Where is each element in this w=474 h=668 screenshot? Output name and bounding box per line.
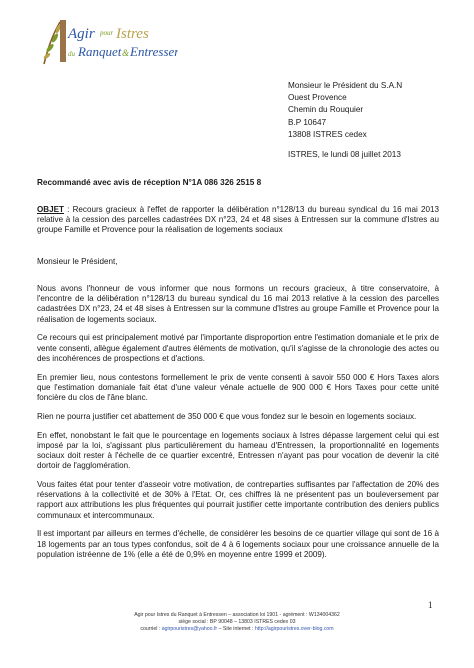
logo-word-agir: Agir [68,26,95,42]
letter-body [37,284,439,569]
body-paragraph: En premier lieu, nous contestons formellement le prix de vente consenti à savoir 550 000 € Hors Taxes alors que l'estimation domaniale fait état d'une valeur vénale actuelle de 900 000 € Hors Taxes pour cette unité foncière du clos de l'âne blanc. [37,372,439,403]
logo-word-pour: pour [100,29,114,37]
recipient-line: Chemin du Rouquier [288,105,364,115]
footer-email-label: courriel : [140,625,162,632]
subject-label: OBJET [37,205,64,214]
body-paragraph: Il est important par ailleurs en termes d'échelle, de considérer les besoins de ce quartier village qui sont de 16 à 18 logements par an tous types confondus, soit de 4 à 6 logements sociaux pour une croissance annuelle de la population istréenne de 1% (elle a été de 0,9% en moyenne entre 1999 et 2009). [37,529,439,559]
body-paragraph: Vous faites état pour tenter d'asseoir votre motivation, de contreparties suffisantes par l'affectation de 20% des réservations à la collectivité et de 30% à l'Etat. Or, ces chiffres là ne présentent pas un bouleversement par rapport aux attributions les plus fréquentes qui pourrait justifier cette importante contribution des deniers publics communaux et intercommunaux. [37,480,439,520]
page-footer [0,612,474,632]
footer-line-contact [0,626,474,633]
footer-website-link[interactable]: http://agirpouristres.over-blog.com [254,625,334,632]
footer-email-link[interactable]: agirpouristres@yahoo.fr [161,625,218,632]
registered-mail-line: Recommandé avec avis de réception N°1A 086 326 2515 8 [37,178,262,187]
subject-text: Recours gracieux à l'effet de rapporter la délibération n°128/13 du bureau syndical du 16 mai 2013 relative à la cession des parcelles cadastrées DX n°23, 24 et 48 sises à Entressen sur la commune d'Istres au groupe Famille et Provence pour la réalisation de logements sociaux [37,205,439,235]
logo-word-ampersand: & [122,48,130,58]
subject-separator: : [64,205,73,214]
salutation: Monsieur le Président, [37,257,118,266]
logo-word-istres: Istres [116,26,149,42]
logo-word-du: du [68,50,75,58]
date-line: ISTRES, le lundi 08 juillet 2013 [288,150,401,159]
recipient-line: 13808 ISTRES cedex [288,129,367,139]
recipient-line: B.P 10647 [288,117,327,127]
recipient-line: Monsieur le Président du S.A.N [288,81,403,90]
body-paragraph: Ce recours qui est principalement motivé par l'importante disproportion entre l'estimation domaniale et le prix de vente consenti, allègue également d'autres éléments de motivation, qu'il s'agisse de la chronologie des actes ou des incohérences de prospections et d'actions. [37,333,439,363]
footer-site-label: – Site internet : [217,625,255,632]
recipient-line: Ouest Provence [288,93,347,103]
footer-line-address: siège social : BP 90048 – 13803 ISTRES cedex 03 [178,618,296,625]
footer-line-association: Agir pour Istres du Ranquet à Entressen – association loi 1901 - agrément : W134004362 [134,612,340,618]
subject-block [37,205,439,236]
recipient-address [288,80,402,141]
body-paragraph: Rien ne pourra justifier cet abattement de 350 000 € que vous fondez sur le besoin en logements sociaux. [37,411,417,421]
page-number: 1 [428,600,433,610]
body-paragraph: Nous avons l'honneur de vous informer que nous formons un recours gracieux, à titre conservatoire, à l'encontre de la délibération n°128/13 du bureau syndical du 16 mai 2013 relative à la cession des parcelles cadastrées DX n°23, 24 et 48 sises à Entressen sur la commune d'Istres au groupe Famille et Provence pour la réalisation de logements sociaux. [37,284,439,324]
association-logo [38,18,178,66]
logo-word-ranquet: Ranquet [78,44,122,59]
logo-graphic [38,18,178,66]
logo-word-entressen: Entressen [130,44,178,59]
body-paragraph: En effet, nonobstant le fait que le pourcentage en logements sociaux à Istres dépasse largement celui qui est imposé par la loi, s'agissant plus particulièrement du hameau d'Entressen, la proportionnalité en logements sociaux doit rester à l'échelle de ce quartier excentré, Entressen n'ayant pas pour vocation de devenir la cité dortoir de l'agglomération. [37,430,439,471]
